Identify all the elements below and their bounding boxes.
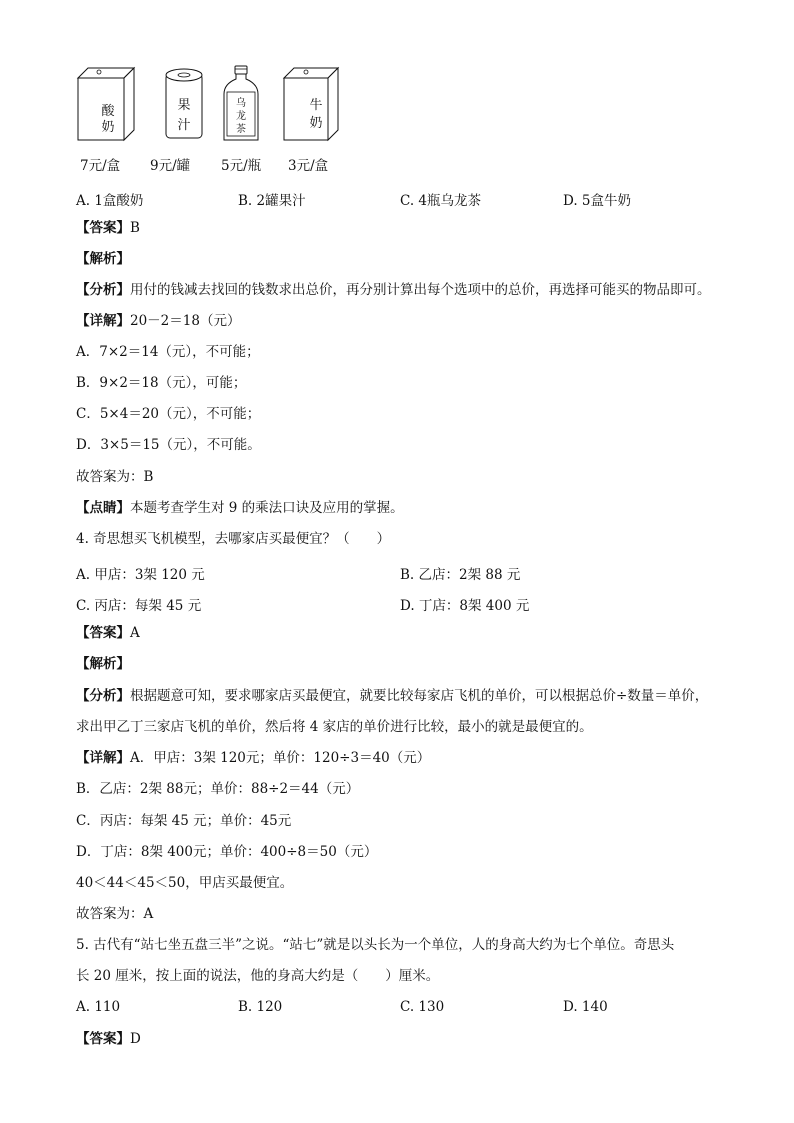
q3-xiangjie	[76, 312, 240, 330]
q5-option-b: B. 120	[238, 999, 283, 1015]
answer-value: D	[130, 1031, 141, 1047]
yogurt-label-2: 奶	[101, 120, 115, 135]
juice-label-1: 果	[177, 98, 191, 113]
fenxi-tag: 【分析】	[76, 282, 130, 298]
fenxi-text: 根据题意可知，要求哪家店买最便宜，就要比较每家店飞机的单价，可以根据总价÷数量＝单价，	[130, 688, 709, 704]
q5-stem-line-1: 5. 古代有“站七坐五盘三半”之说。“站七”就是以头长为一个单位，人的身高大约为七个单位。奇思头	[76, 937, 675, 953]
yogurt-label-1: 酸	[101, 104, 115, 119]
q5-option-d: D. 140	[563, 999, 608, 1015]
tea-bottle-icon	[224, 66, 258, 140]
dianjing-tag: 【点睛】	[76, 500, 130, 516]
q3-answer	[76, 219, 140, 237]
q4-option-c: C. 丙店：每架 45 元	[76, 598, 202, 614]
yogurt-box-icon	[78, 68, 134, 140]
q3-option-b: B. 2罐果汁	[238, 193, 306, 209]
tea-label-1: 乌	[236, 98, 246, 109]
q3-step-b: B．9×2＝18（元），可能；	[76, 375, 247, 391]
q4-compare: 40＜44＜45＜50，甲店买最便宜。	[76, 875, 294, 891]
answer-tag: 【答案】	[76, 220, 130, 236]
xiangjie-text: 20－2＝18（元）	[130, 313, 241, 329]
juice-price: 9元/罐	[150, 158, 191, 174]
dianjing-text: 本题考查学生对 9 的乘法口诀及应用的掌握。	[130, 500, 404, 516]
q4-option-d: D. 丁店：8架 400 元	[400, 598, 530, 614]
q3-step-a: A．7×2＝14（元），不可能；	[76, 344, 260, 360]
q4-answer	[76, 624, 140, 642]
q3-option-a: A. 1盒酸奶	[76, 193, 144, 209]
q3-option-c: C. 4瓶乌龙茶	[400, 193, 482, 209]
q3-conclusion: 故答案为：B	[76, 469, 154, 485]
tea-label-2: 龙	[236, 111, 246, 122]
q5-option-c: C. 130	[400, 999, 445, 1015]
answer-tag: 【答案】	[76, 1031, 130, 1047]
drinks-illustration	[72, 64, 372, 149]
q5-option-a: A. 110	[76, 999, 121, 1015]
milk-label-2: 奶	[309, 116, 323, 131]
q3-dianjing	[76, 499, 404, 517]
q5-answer	[76, 1030, 141, 1048]
milk-price: 3元/盒	[288, 158, 329, 174]
q4-fenxi	[76, 687, 708, 705]
juice-label-2: 汁	[177, 118, 191, 133]
tea-label-3: 茶	[236, 124, 246, 135]
q4-fenxi-line-2: 求出甲乙丁三家店飞机的单价，然后将 4 家店的单价进行比较，最小的就是最便宜的。	[76, 719, 593, 735]
q3-analysis-tag: 【解析】	[76, 251, 130, 267]
yogurt-price: 7元/盒	[80, 158, 121, 174]
fenxi-tag: 【分析】	[76, 688, 130, 704]
answer-tag: 【答案】	[76, 625, 130, 641]
q4-stem: 4. 奇思想买飞机模型，去哪家店买最便宜？（ ）	[76, 531, 391, 547]
milk-box-icon	[284, 68, 338, 140]
q3-option-d: D. 5盒牛奶	[563, 193, 632, 209]
q3-fenxi	[76, 281, 711, 299]
q4-step-b: B．乙店：2架 88元；单价：88÷2＝44（元）	[76, 781, 360, 797]
q4-option-b: B. 乙店：2架 88 元	[400, 567, 521, 583]
q3-step-d: D．3×5＝15（元），不可能。	[76, 437, 261, 453]
q4-analysis-tag: 【解析】	[76, 656, 130, 672]
juice-can-icon	[166, 69, 202, 138]
answer-value: B	[130, 220, 140, 236]
q4-step-d: D．丁店：8架 400元；单价：400÷8＝50（元）	[76, 844, 378, 860]
xiangjie-tag: 【详解】	[76, 750, 130, 766]
q4-option-a: A. 甲店：3架 120 元	[76, 567, 205, 583]
q4-step-c: C．丙店：每架 45 元；单价：45元	[76, 813, 292, 829]
xiangjie-text: A．甲店：3架 120元；单价：120÷3＝40（元）	[130, 750, 431, 766]
q4-conclusion: 故答案为：A	[76, 906, 154, 922]
tea-price: 5元/瓶	[221, 158, 262, 174]
q4-xiangjie	[76, 749, 430, 767]
fenxi-text: 用付的钱减去找回的钱数求出总价，再分别计算出每个选项中的总价，再选择可能买的物品即可。	[130, 282, 711, 298]
answer-value: A	[130, 625, 140, 641]
milk-label-1: 牛	[309, 98, 323, 113]
q3-step-c: C．5×4＝20（元），不可能；	[76, 406, 261, 422]
xiangjie-tag: 【详解】	[76, 313, 130, 329]
q5-stem-line-2: 长 20 厘米，按上面的说法，他的身高大约是（ ）厘米。	[76, 968, 440, 984]
